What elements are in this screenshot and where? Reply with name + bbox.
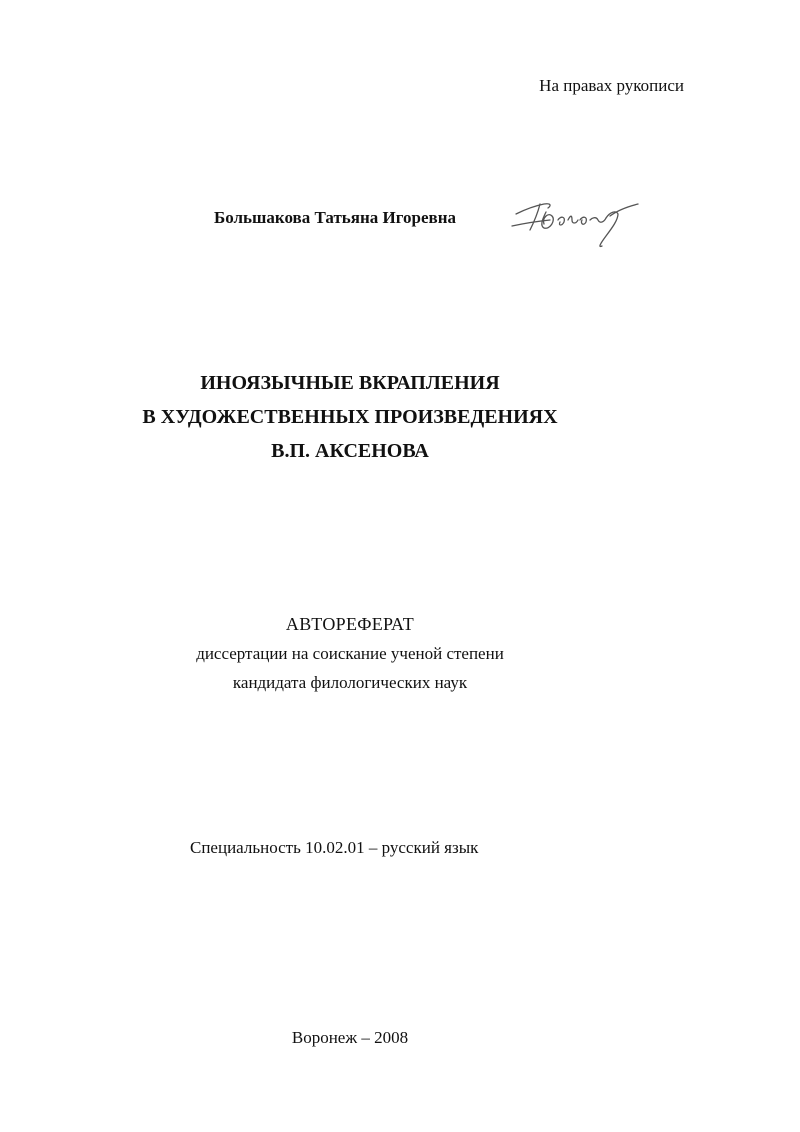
abstract-line-1: диссертации на соискание ученой степени [196, 644, 504, 663]
author-row [0, 190, 800, 260]
signature-icon [506, 190, 646, 252]
title-line-1: ИНОЯЗЫЧНЫЕ ВКРАПЛЕНИЯ [200, 372, 500, 394]
author-name: Большакова Татьяна Игоревна [214, 208, 457, 227]
title-line-2: В ХУДОЖЕСТВЕННЫХ ПРОИЗВЕДЕНИЯХ [142, 406, 558, 428]
place-year: Воронеж – 2008 [291, 1028, 409, 1047]
rights-note: На правах рукописи [539, 76, 684, 95]
specialty: Специальность 10.02.01 – русский язык [190, 838, 479, 857]
abstract-line-2: кандидата филологических наук [232, 673, 468, 692]
title-line-3: В.П. АКСЕНОВА [271, 440, 429, 462]
abstract-block [0, 610, 700, 697]
dissertation-title [0, 366, 700, 468]
abstract-label: АВТОРЕФЕРАТ [285, 614, 415, 634]
